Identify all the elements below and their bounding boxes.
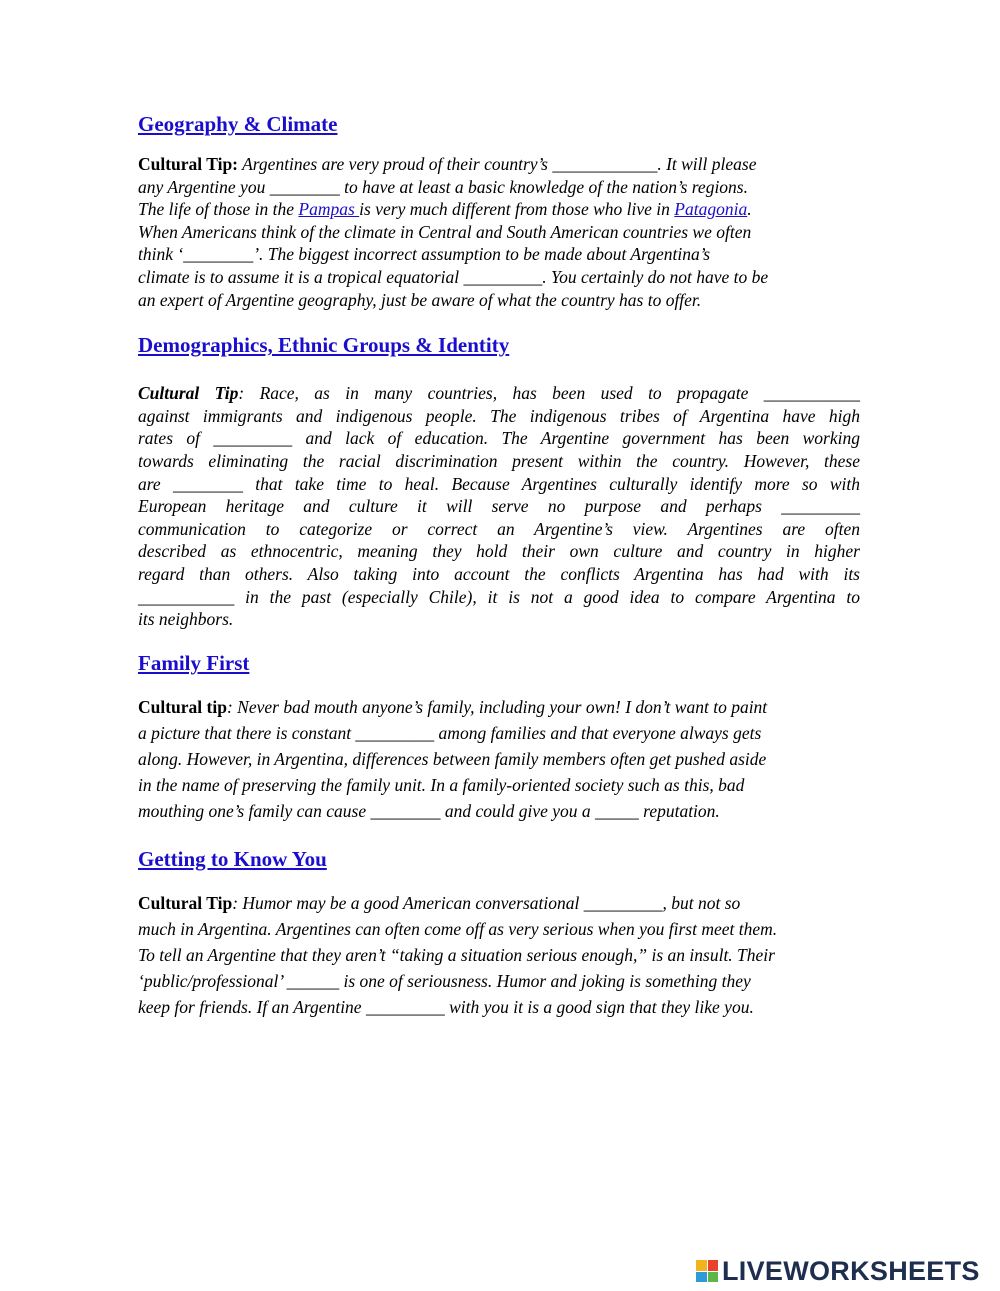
paragraph-line: ‘public/professional’ ______ is one of seriousness. Humor and joking is something they <box>138 970 751 991</box>
paragraph-line: an expert of Argentine geography, just be aware of what the country has to offer. <box>138 289 702 310</box>
paragraph-getting-to-know-you <box>138 890 860 1020</box>
heading-demographics[interactable]: Demographics, Ethnic Groups & Identity <box>138 333 510 358</box>
paragraph-line: think ‘________’. The biggest incorrect assumption to be made about Argentina’s <box>138 244 711 265</box>
paragraph-line: regard than others. Also taking into account the conflicts Argentina has had with its <box>138 563 860 584</box>
paragraph-line: The life of those in the Pampas is very much different from those who live in Patagonia. <box>138 199 752 220</box>
cultural-tip-label: Cultural Tip <box>138 892 233 913</box>
liveworksheets-logo-icon <box>696 1260 718 1282</box>
paragraph-line: ___________ in the past (especially Chile), it is not a good idea to compare Argentina to <box>138 586 860 607</box>
link-pampas[interactable]: Pampas <box>298 199 360 220</box>
paragraph-line: much in Argentina. Argentines can often come off as very serious when you first meet them. <box>138 918 778 939</box>
paragraph-line: Cultural Tip: Race, as in many countries, has been used to propagate ___________ <box>138 383 861 404</box>
paragraph-line: described as ethnocentric, meaning they hold their own culture and country in higher <box>138 541 860 562</box>
paragraph-line: a picture that there is constant _________ among families and that everyone always gets <box>138 722 762 743</box>
paragraph-line: Cultural tip: Never bad mouth anyone’s family, including your own! I don’t want to paint <box>138 696 768 717</box>
paragraph-line: European heritage and culture it will serve no purpose and perhaps _________ <box>138 496 860 517</box>
paragraph-line: rates of _________ and lack of education. The Argentine government has been working <box>138 428 860 449</box>
paragraph-line: communication to categorize or correct an Argentine’s view. Argentines are often <box>138 518 860 539</box>
paragraph-line: keep for friends. If an Argentine _________ with you it is a good sign that they like you. <box>138 996 754 1017</box>
worksheet-page <box>138 112 860 1020</box>
paragraph-line: When Americans think of the climate in Central and South American countries we often <box>138 221 752 242</box>
paragraph-line: in the name of preserving the family unit. In a family-oriented society such as this, bad <box>138 774 745 795</box>
cultural-tip-label: Cultural tip <box>138 696 227 717</box>
liveworksheets-logo-text: LIVEWORKSHEETS <box>722 1255 980 1286</box>
cultural-tip-label: Cultural Tip: <box>138 154 239 174</box>
link-patagonia[interactable]: Patagonia <box>674 199 748 220</box>
paragraph-line: Cultural Tip: Humor may be a good American conversational _________, but not so <box>138 892 741 913</box>
heading-getting-to-know-you[interactable]: Getting to Know You <box>138 846 327 871</box>
cultural-tip-label: Cultural Tip <box>138 383 239 404</box>
paragraph-line: towards eliminating the racial discrimination present within the country. However, these <box>138 450 860 471</box>
paragraph-demographics <box>138 382 860 631</box>
heading-family-first[interactable]: Family First <box>138 650 250 675</box>
paragraph-line: Cultural Tip: Argentines are very proud of their country’s ____________. It will please <box>138 154 757 174</box>
paragraph-line: are ________ that take time to heal. Because Argentines culturally identify more so with <box>138 473 860 494</box>
liveworksheets-logo[interactable] <box>696 1256 980 1286</box>
paragraph-line: To tell an Argentine that they aren’t “taking a situation serious enough,” is an insult. Their <box>138 944 775 965</box>
paragraph-line: climate is to assume it is a tropical equatorial _________. You certainly do not have to be <box>138 266 769 287</box>
paragraph-line: mouthing one’s family can cause ________ and could give you a _____ reputation. <box>138 800 720 821</box>
heading-geography-climate[interactable]: Geography & Climate <box>138 112 338 136</box>
paragraph-line: any Argentine you ________ to have at least a basic knowledge of the nation’s regions. <box>138 176 748 197</box>
paragraph-line: along. However, in Argentina, differences between family members often get pushed aside <box>138 748 767 769</box>
paragraph-line: against immigrants and indigenous people. The indigenous tribes of Argentina have high <box>138 405 860 426</box>
paragraph-geography-climate <box>138 153 860 311</box>
paragraph-line: its neighbors. <box>138 609 234 630</box>
paragraph-family-first <box>138 694 860 824</box>
